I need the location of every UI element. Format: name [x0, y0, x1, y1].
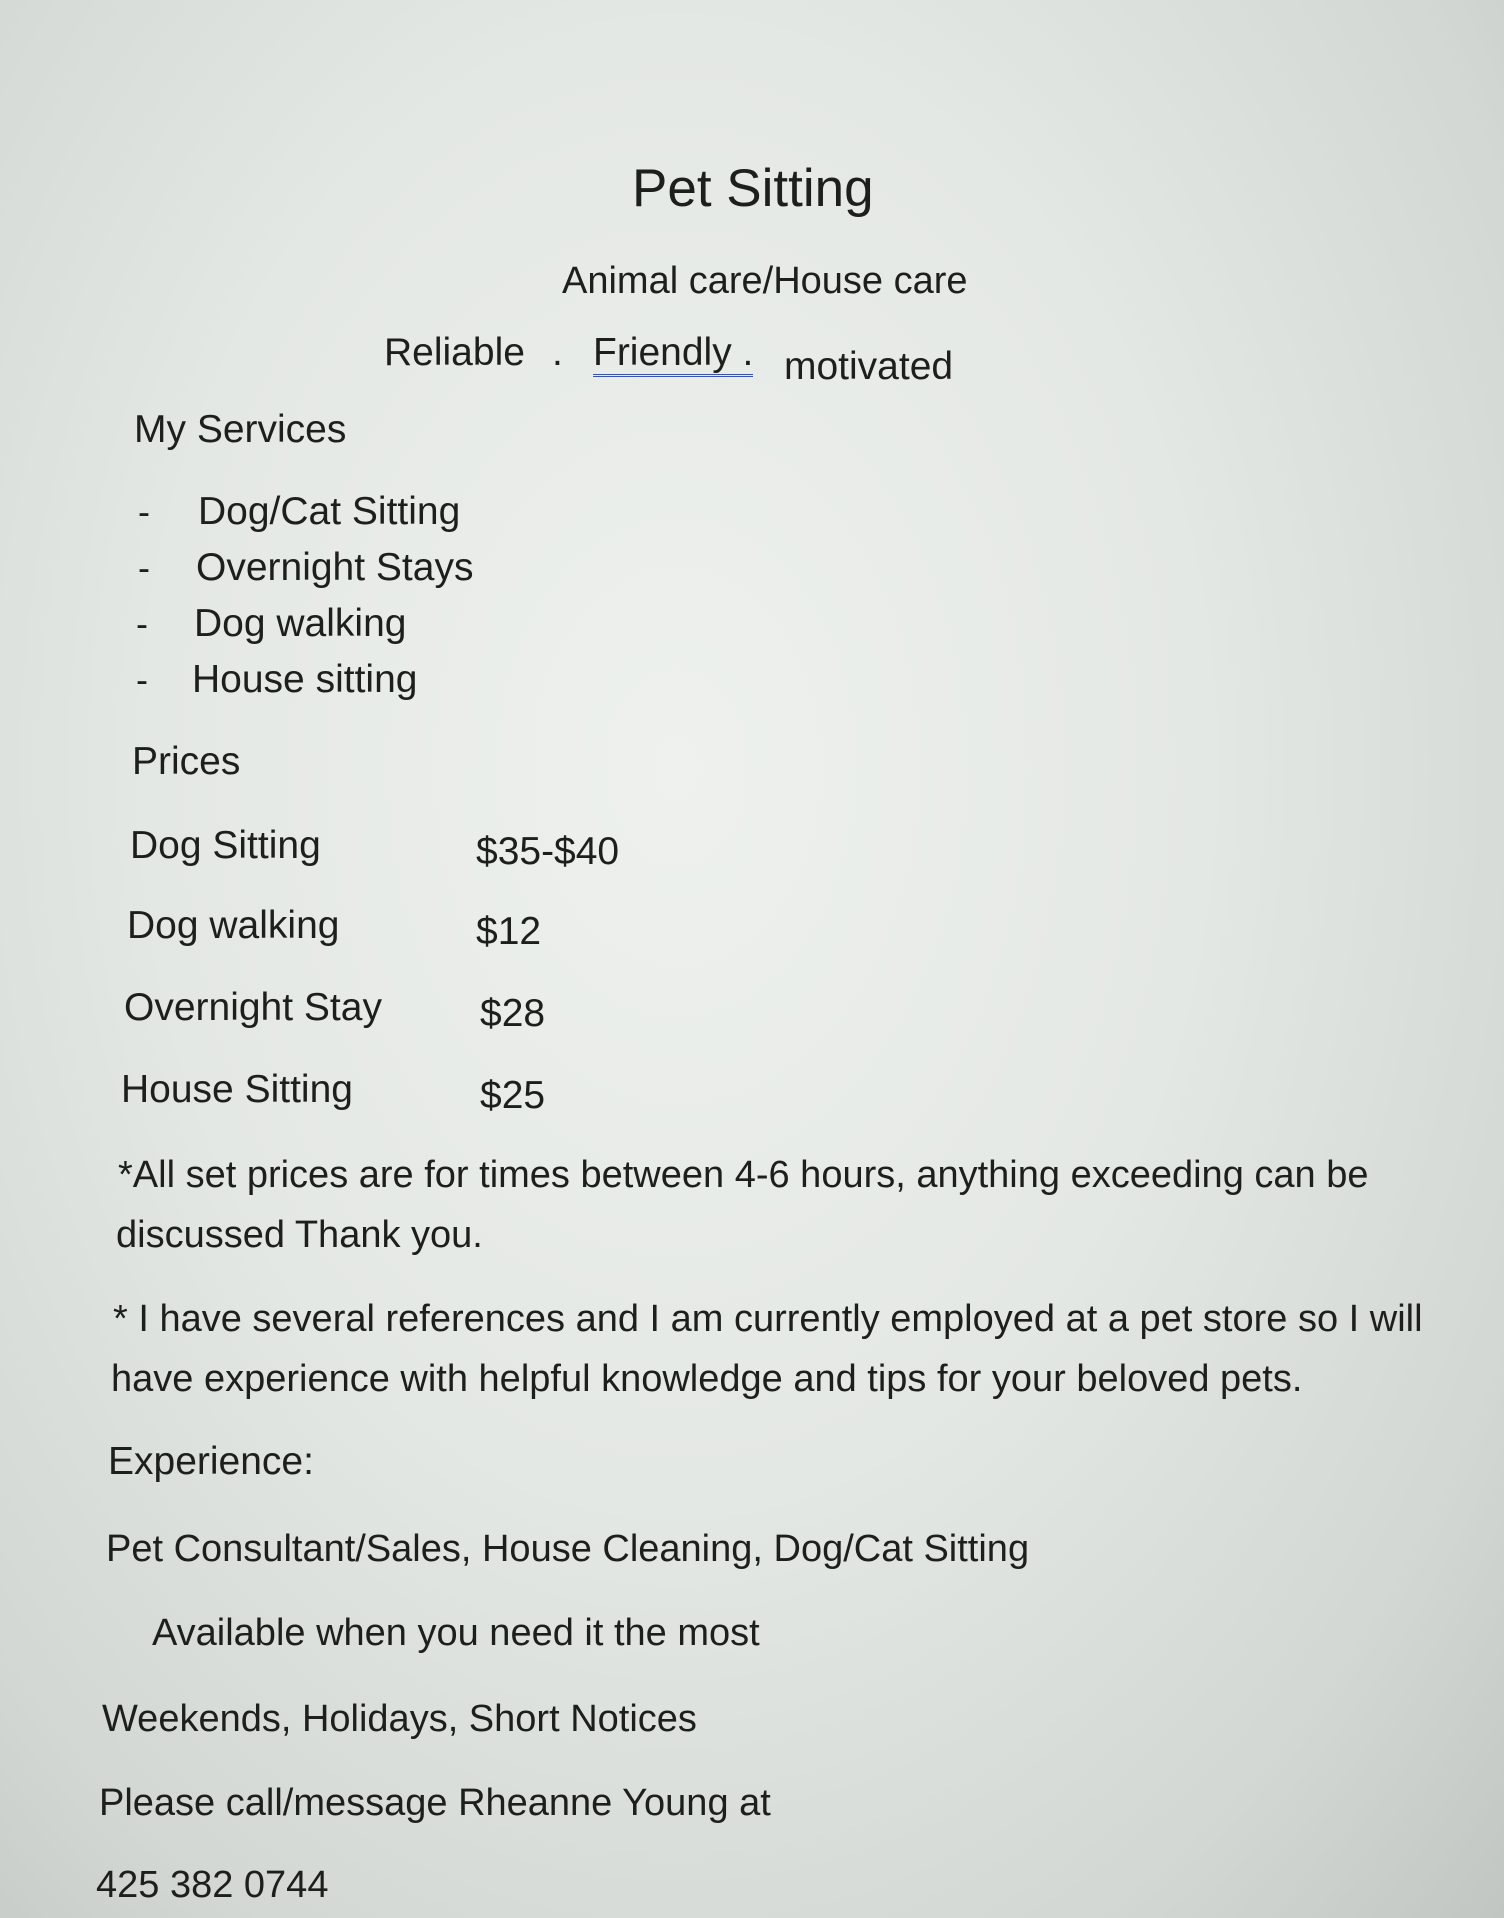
bullet-dash: - — [136, 603, 148, 644]
bullet-dash: - — [138, 547, 150, 588]
availability-headline: Available when you need it the most — [152, 1612, 760, 1654]
reference-note-line: * I have several references and I am currently employed at a pet store so I will — [113, 1298, 1423, 1340]
bullet-dash: - — [138, 491, 150, 532]
prices-heading: Prices — [132, 740, 241, 783]
tagline-separator: . — [552, 331, 563, 374]
price-note-line: discussed Thank you. — [116, 1214, 483, 1256]
reference-note-line: have experience with helpful knowledge and tips for your beloved pets. — [111, 1358, 1303, 1400]
contact-text: Please call/message Rheanne Young at — [99, 1782, 771, 1824]
experience-heading: Experience: — [108, 1440, 314, 1483]
contact-phone: 425 382 0744 — [96, 1864, 329, 1906]
page-subtitle: Animal care/House care — [562, 260, 968, 302]
tagline-friendly: Friendly . — [593, 333, 753, 377]
bullet-dash: - — [136, 659, 148, 700]
price-label: Dog walking — [127, 904, 340, 947]
service-item: Dog walking — [194, 602, 407, 645]
availability-times: Weekends, Holidays, Short Notices — [102, 1698, 697, 1740]
price-value: $28 — [480, 992, 546, 1035]
service-item: Overnight Stays — [196, 546, 474, 589]
tagline-motivated: motivated — [784, 345, 954, 388]
price-label: Overnight Stay — [124, 986, 382, 1029]
service-item: Dog/Cat Sitting — [198, 490, 461, 533]
service-item: House sitting — [192, 658, 418, 701]
price-value: $12 — [476, 910, 542, 953]
price-note-line: *All set prices are for times between 4-6 hours, anything exceeding can be — [118, 1154, 1369, 1196]
price-label: House Sitting — [121, 1068, 353, 1111]
services-heading: My Services — [134, 408, 347, 451]
price-label: Dog Sitting — [130, 824, 321, 867]
page-title: Pet Sitting — [632, 159, 874, 218]
price-value: $35-$40 — [476, 830, 620, 873]
tagline-reliable: Reliable — [384, 331, 525, 374]
experience-text: Pet Consultant/Sales, House Cleaning, Dog/Cat Sitting — [106, 1528, 1030, 1570]
price-value: $25 — [480, 1074, 546, 1117]
